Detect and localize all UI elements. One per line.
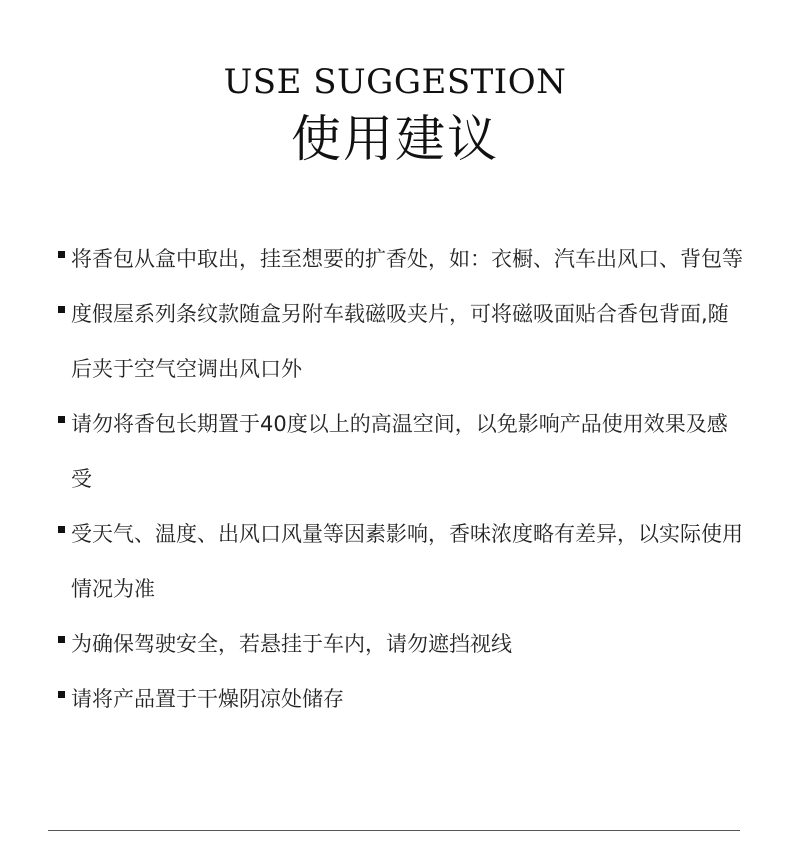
list-item — [58, 617, 748, 672]
bullet-square-icon — [58, 251, 65, 258]
title-chinese: 使用建议 — [291, 110, 499, 168]
suggestion-text: 为确保驾驶安全，若悬挂于车内，请勿遮挡视线 — [71, 632, 512, 656]
list-item — [58, 672, 748, 727]
suggestion-text: 将香包从盒中取出，挂至想要的扩香处，如：衣橱、汽车出风口、背包等 — [71, 247, 743, 271]
list-item — [58, 232, 748, 287]
bullet-square-icon — [58, 636, 65, 643]
list-item — [58, 397, 748, 507]
bullet-square-icon — [58, 691, 65, 698]
bullet-square-icon — [58, 306, 65, 313]
suggestion-text: 请勿将香包长期置于40度以上的高温空间，以免影响产品使用效果及感受 — [71, 412, 728, 491]
bullet-square-icon — [58, 416, 65, 423]
bullet-square-icon — [58, 526, 65, 533]
title-english: USE SUGGESTION — [223, 62, 567, 102]
suggestion-text: 受天气、温度、出风口风量等因素影响，香味浓度略有差异，以实际使用情况为准 — [71, 522, 743, 601]
bottom-divider — [48, 830, 740, 831]
list-item — [58, 507, 748, 617]
suggestion-list — [58, 232, 748, 727]
suggestion-text: 请将产品置于干燥阴凉处储存 — [71, 687, 344, 711]
suggestion-text: 度假屋系列条纹款随盒另附车载磁吸夹片，可将磁吸面贴合香包背面,随后夹于空气空调出风口外 — [71, 302, 729, 381]
list-item — [58, 287, 748, 397]
